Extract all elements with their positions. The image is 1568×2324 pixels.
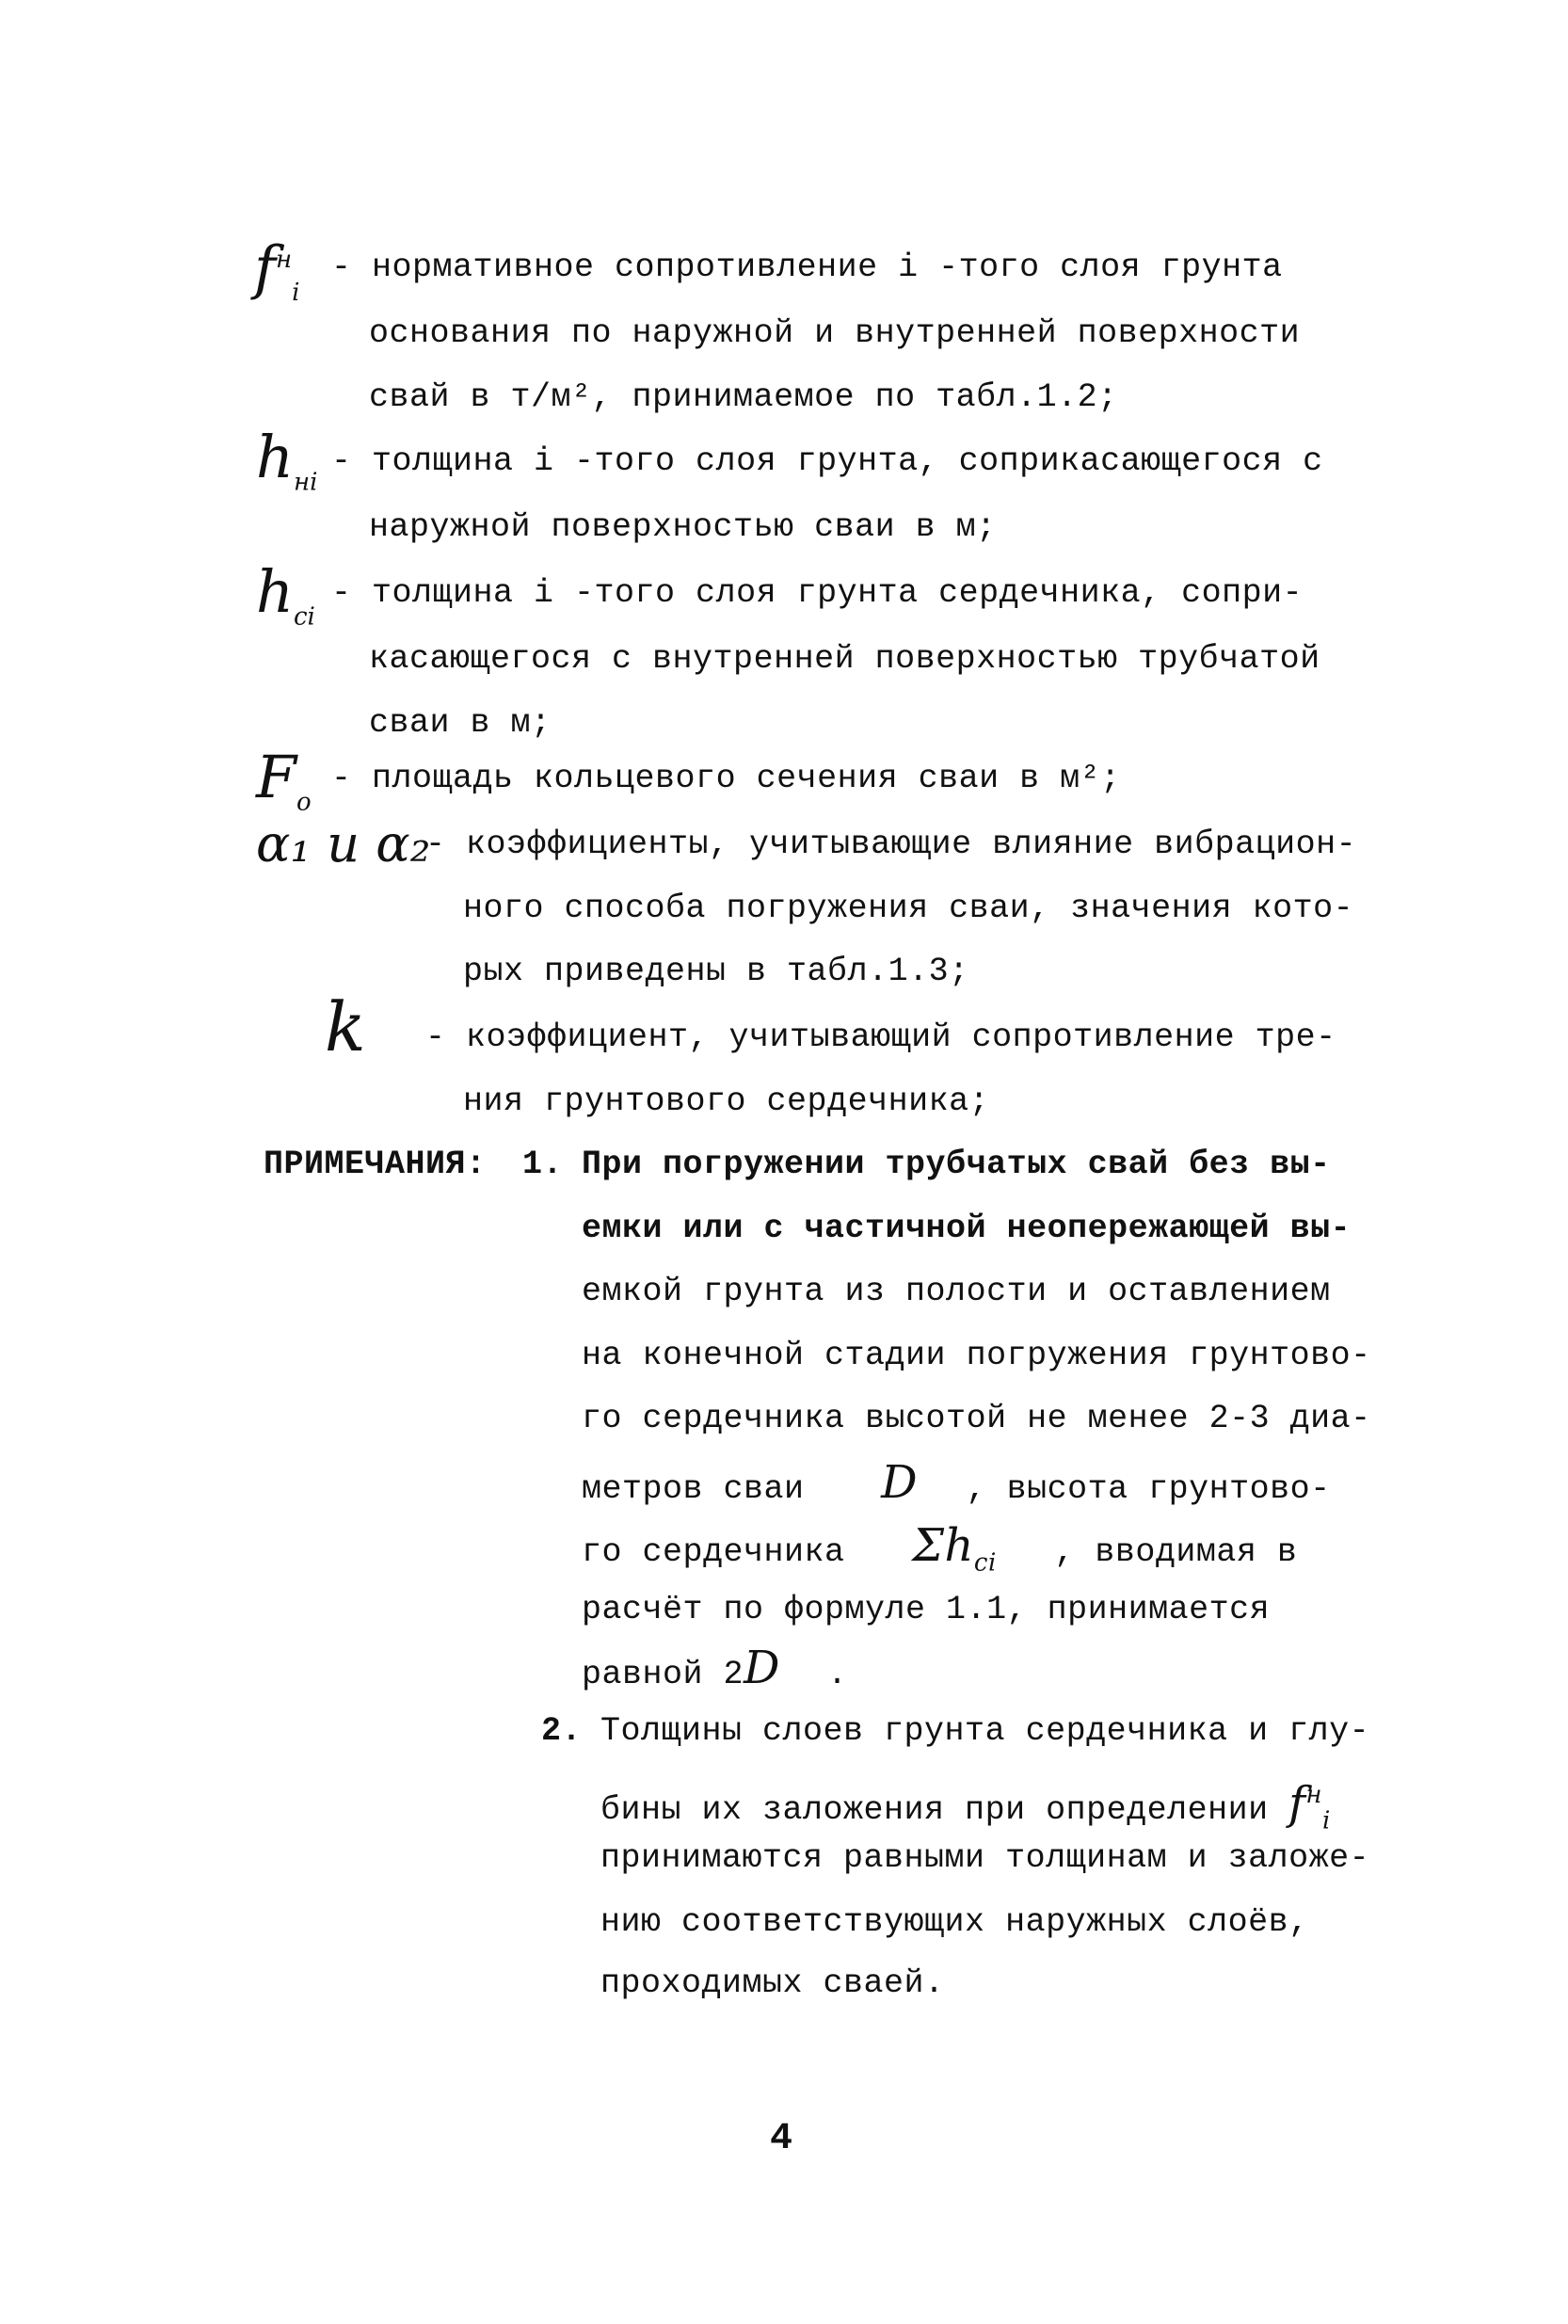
- symbol-f-normative-inline: $f^н_i$: [1288, 1777, 1331, 1835]
- note-line-core-height: [582, 1519, 1298, 1584]
- note-line: принимаются равными толщинам и заложе-: [600, 1839, 1370, 1877]
- note-text: , высота грунтово-: [966, 1470, 1331, 1508]
- note-line: емки или с частичной неопережающей вы-: [582, 1210, 1352, 1247]
- page-number: 4: [770, 2118, 793, 2160]
- definition-line: - коэффициенты, учитывающие влияние вибрацион-: [425, 825, 1357, 863]
- definition-line: сваи в м;: [369, 704, 552, 742]
- definition-line: касающегося с внутренней поверхностью трубчатой: [369, 640, 1320, 678]
- symbol-F-area: $F_o$: [256, 743, 312, 817]
- definition-line: ния грунтового сердечника;: [463, 1082, 990, 1120]
- notes-heading: ПРИМЕЧАНИЯ:: [264, 1146, 487, 1183]
- symbol-D: D: [744, 1642, 781, 1694]
- note-text: , вводимая в: [1054, 1533, 1298, 1571]
- note-line-determination: [600, 1774, 1331, 1842]
- definition-line: - коэффициент, учитывающий сопротивление тре-: [425, 1018, 1336, 1056]
- note-number: 2.: [541, 1712, 583, 1750]
- definition-line: рых приведены в табл.1.3;: [463, 953, 969, 990]
- symbol-h-outer: $h_{нi}$: [256, 423, 318, 497]
- note-line-diameter: [582, 1456, 1331, 1510]
- symbol-f-normative: $f^н_i$: [254, 232, 300, 308]
- note-text: .: [827, 1656, 848, 1693]
- definition-line: - толщина i -того слоя грунта, соприкасающегося с: [331, 442, 1323, 480]
- note-text: го сердечника: [582, 1533, 845, 1571]
- note-line: емкой грунта из полости и оставлением: [582, 1273, 1331, 1310]
- definition-line: - площадь кольцевого сечения сваи в м²;: [331, 760, 1121, 797]
- symbol-h-core: $h_{ci}$: [256, 557, 315, 632]
- note-line: При погружении трубчатых свай без вы-: [582, 1146, 1331, 1183]
- note-line-equal: [582, 1642, 848, 1695]
- definition-line: основания по наружной и внутренней поверхности: [369, 314, 1301, 352]
- note-number: 1.: [522, 1146, 564, 1183]
- note-line: расчёт по формуле 1.1, принимается: [582, 1591, 1271, 1628]
- symbol-D: D: [881, 1456, 919, 1509]
- note-line: проходимых сваей.: [600, 1964, 945, 2002]
- definition-line: наружной поверхностью сваи в м;: [369, 508, 997, 546]
- note-text: метров сваи: [582, 1470, 805, 1508]
- symbol-k-coefficient: k: [325, 987, 366, 1066]
- note-line: го сердечника высотой не менее 2-3 диа-: [582, 1400, 1371, 1437]
- definition-line: ного способа погружения сваи, значения кото-: [463, 890, 1354, 927]
- note-text: бины их заложения при определении: [600, 1791, 1269, 1829]
- note-text: равной 2: [582, 1656, 744, 1693]
- note-line: нию соответствующих наружных слоёв,: [600, 1903, 1309, 1941]
- symbol-alpha-coefficients: α₁ и α₂: [256, 814, 431, 874]
- note-line: Толщины слоев грунта сердечника и глу-: [600, 1712, 1370, 1750]
- note-line: на конечной стадии погружения грунтово-: [582, 1337, 1371, 1374]
- symbol-sum-h: $\Sigma h_{ci}$: [912, 1519, 997, 1578]
- definition-line: - толщина i -того слоя грунта сердечника, сопри-: [331, 574, 1304, 612]
- definition-line: - нормативное сопротивление i -того слоя грунта: [331, 248, 1283, 286]
- definition-line: свай в т/м², принимаемое по табл.1.2;: [369, 378, 1118, 416]
